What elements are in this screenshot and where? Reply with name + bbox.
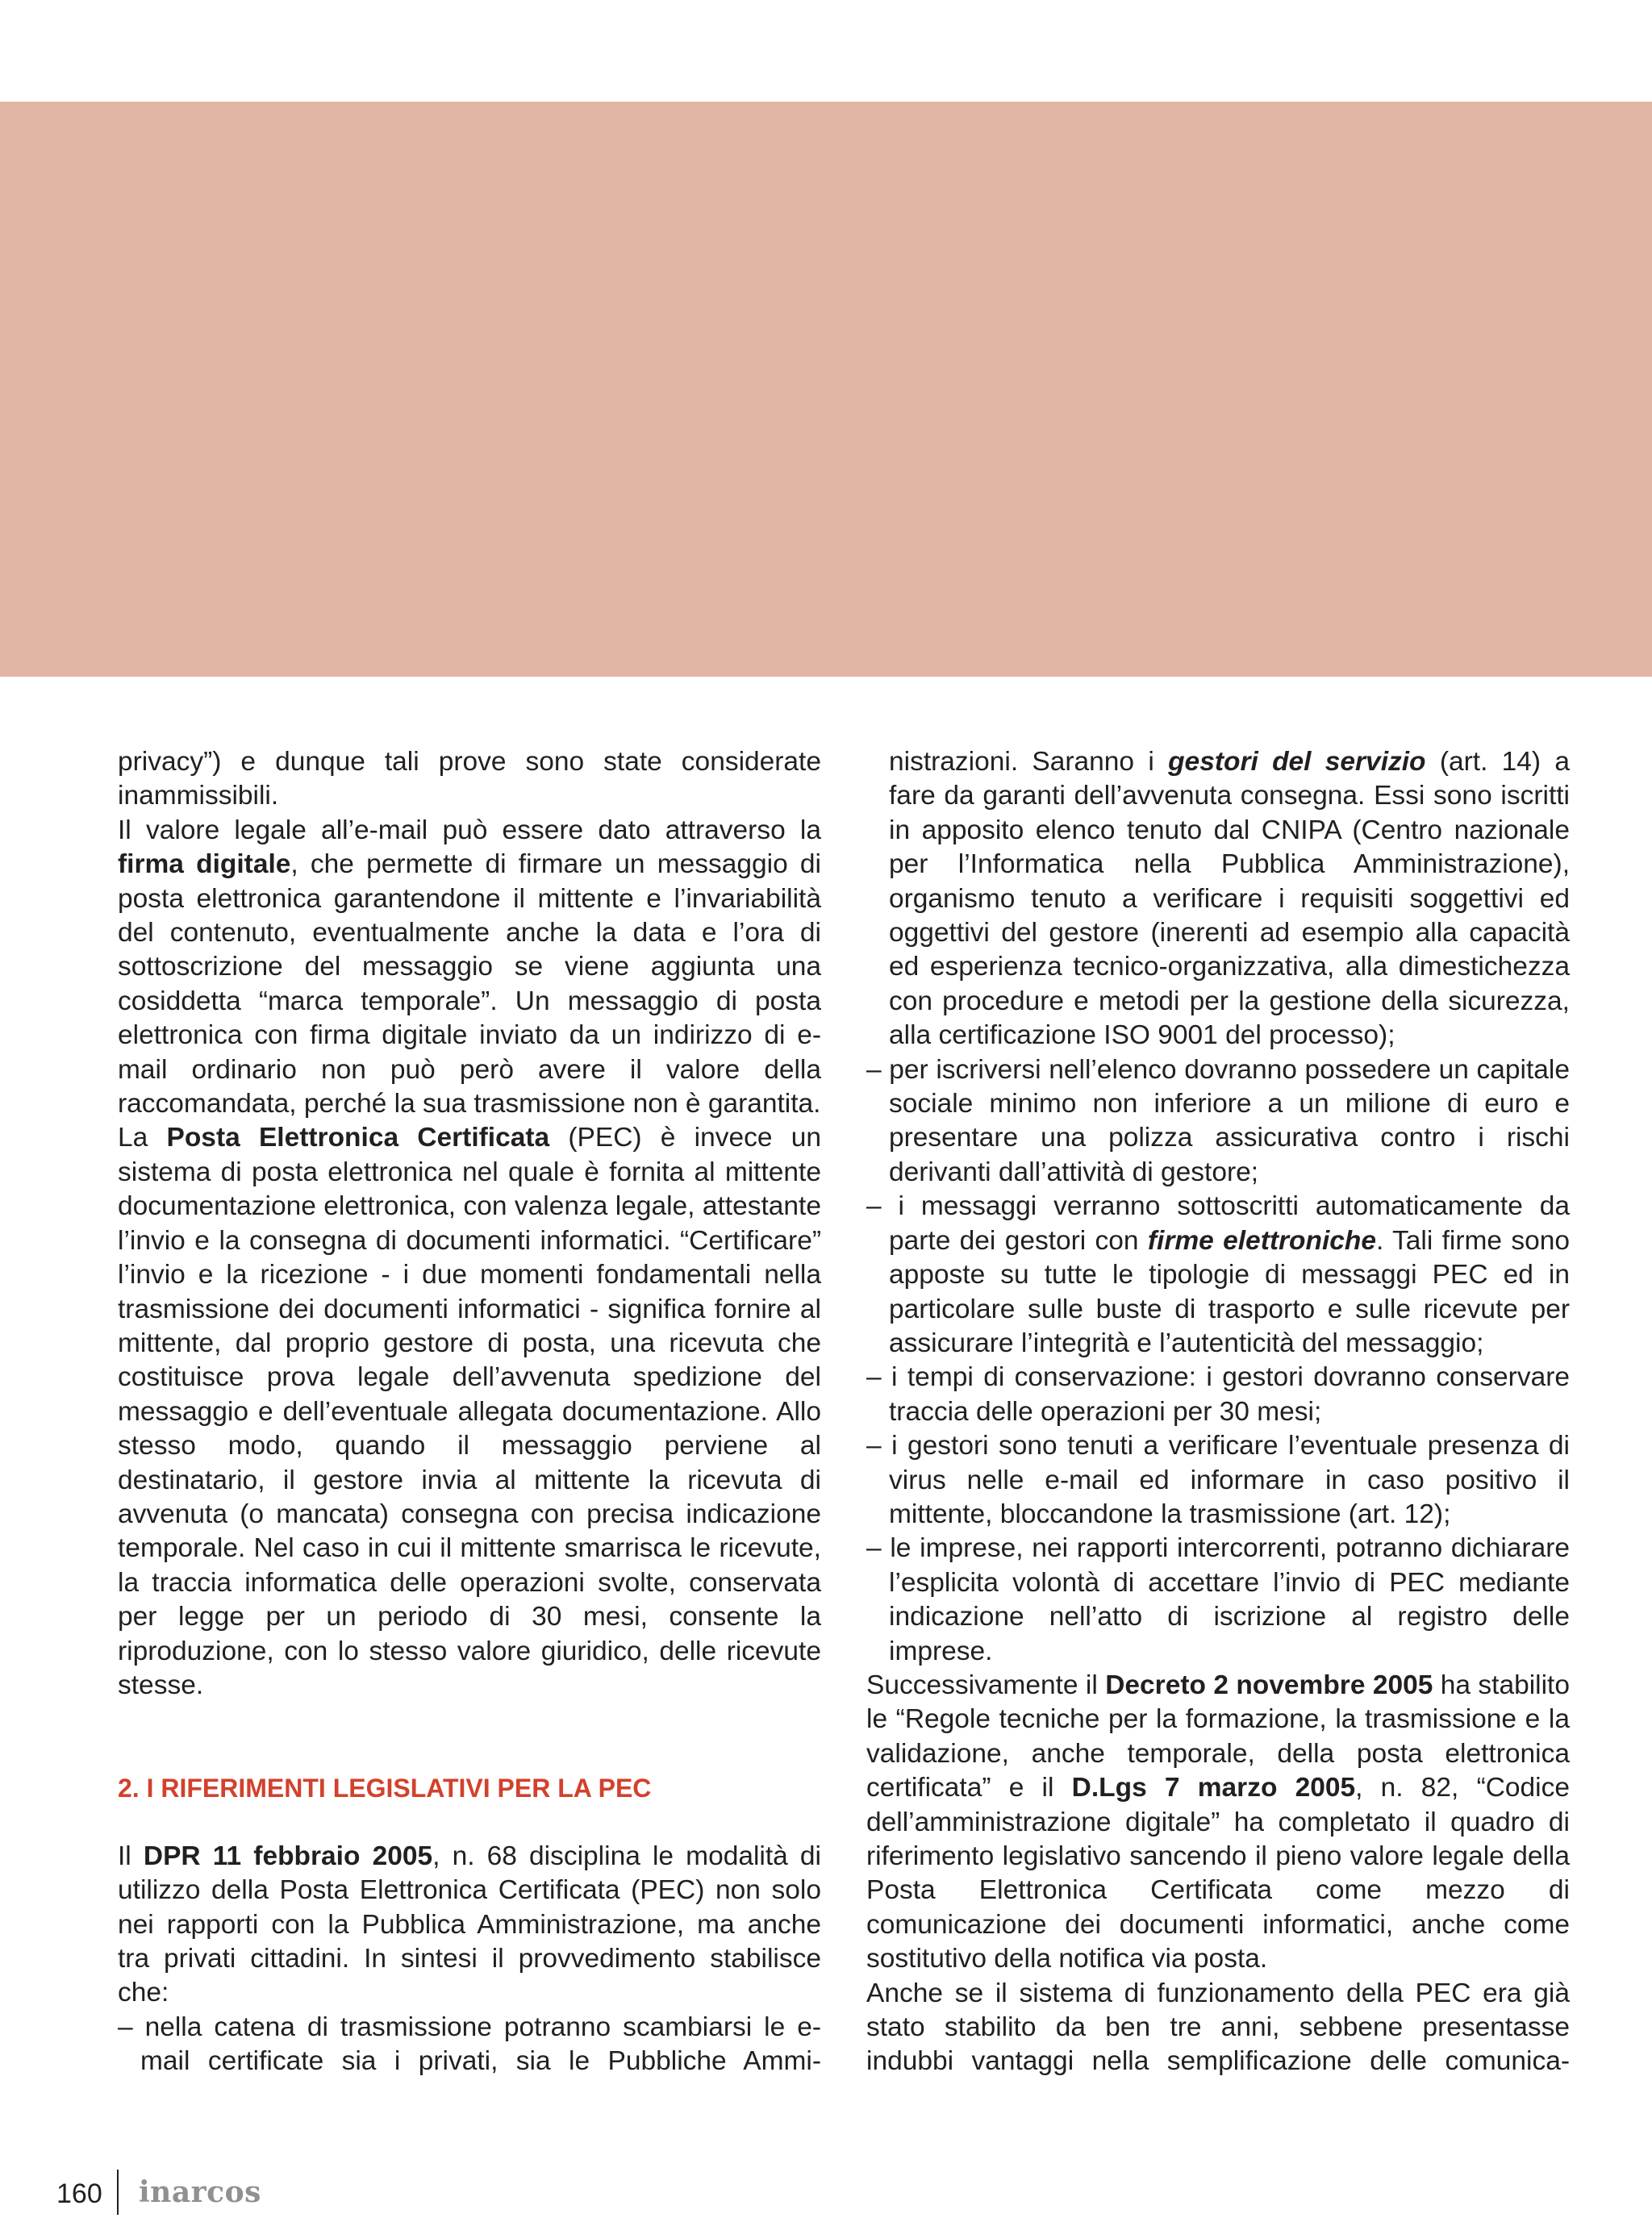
paragraph: La Posta Elettronica Certificata (PEC) è invece un sistema di posta elettronica nel quale è fornita al mittente documentazione elettronica, con valenza legale, attestante l’invio e la consegna di documenti informatici. “Certificare” l’invio e la ricezione - i due momenti fondamentali nella trasmissione dei documenti informatici - significa fornire al mittente, dal proprio gestore di posta, una ricevuta che costituisce prova legale dell’avvenuta spedizione del messaggio e dell’eventuale allegata documentazione. Allo stesso modo, quando il messaggio perviene al destinatario, il gestore invia al mittente la ricevuta di avvenuta (o mancata) consegna con precisa indicazione temporale. Nel caso in cui il mittente smarrisca le ricevute, la traccia informatica delle operazioni svolte, conservata per legge per un periodo di 30 mesi, consente la riproduzione, con lo stesso valore giuridico, delle ricevute stesse. xyxy=(118,1123,821,1700)
bold-term: Posta Elettronica Certificata xyxy=(166,1123,550,1153)
list-item: – per iscriversi nell’elenco dovranno possedere un capitale sociale minimo non inferiore a un milione di euro e presentare una polizza assicurativa contro i rischi derivanti dall’attività di gestore; xyxy=(866,1054,1570,1187)
bold-term: DPR 11 febbraio 2005 xyxy=(143,1841,433,1871)
bold-italic-term: gestori del servizio xyxy=(1168,747,1426,777)
paragraph: Anche se il sistema di funzionamento della PEC era già stato stabilito da ben tre anni, sebbene presentasse indubbi vantaggi nella semplificazione delle comunica- xyxy=(866,1978,1570,2077)
list-item: – nella catena di trasmissione potranno scambiarsi le e-mail certificate sia i privati, sia le Pubbliche Ammi- xyxy=(118,2012,821,2077)
section-heading: 2. I RIFERIMENTI LEGISLATIVI PER LA PEC xyxy=(118,1774,652,1803)
list-item: – i tempi di conservazione: i gestori dovranno conservare traccia delle operazioni per 30 mesi; xyxy=(866,1362,1570,1427)
paragraph: privacy”) e dunque tali prove sono state considerate inammissibili. xyxy=(118,747,821,811)
paragraph: Il DPR 11 febbraio 2005, n. 68 disciplina le modalità di utilizzo della Posta Elettronica Certificata (PEC) non solo nei rapporti con la Pubblica Amministrazione, ma anche tra privati cittadini. In sintesi il provvedimento stabilisce che: xyxy=(118,1841,822,2008)
header-color-band xyxy=(0,102,1652,677)
list-item: – i messaggi verranno sottoscritti automaticamente da parte dei gestori con firme elettroniche. Tali firme sono apposte su tutte le tipologie di messaggi PEC ed in particolare sulle buste di trasporto e sulle ricevute per assicurare l’integrità e l’autenticità del messaggio; xyxy=(866,1191,1570,1358)
bold-term: firma digitale xyxy=(118,849,291,880)
right-column xyxy=(866,745,1570,2079)
footer-divider xyxy=(117,2170,119,2215)
paragraph: Il valore legale all’e-mail può essere dato attraverso la firma digitale, che permette di firmare un messaggio di posta elettronica garantendone il mittente e l’invariabilità del contenuto, eventualmente anche la data e l’ora di sottoscrizione del messaggio se viene aggiunta una cosiddetta “marca temporale”. Un messaggio di posta elettronica con firma digitale inviato da un indirizzo di e-mail ordinario non può però avere il valore della raccomandata, perché la sua trasmissione non è garantita. xyxy=(118,815,821,1119)
bold-term: Decreto 2 novembre 2005 xyxy=(1105,1670,1433,1700)
list-item: – le imprese, nei rapporti intercorrenti, potranno dichiarare l’esplicita volontà di accettare l’invio di PEC mediante indicazione nell’atto di iscrizione al registro delle imprese. xyxy=(866,1533,1570,1666)
list-item: – i gestori sono tenuti a verificare l’eventuale presenza di virus nelle e-mail ed informare in caso positivo il mittente, bloccandone la trasmissione (art. 12); xyxy=(866,1431,1570,1529)
list-item: nistrazioni. Saranno i gestori del servizio (art. 14) a fare da garanti dell’avvenuta consegna. Essi sono iscritti in apposito elenco tenuto dal CNIPA (Centro nazionale per l’Informatica nella Pubblica Amministrazione), organismo tenuto a verificare i requisiti soggettivi ed oggettivi del gestore (inerenti ad esempio alla capacità ed esperienza tecnico-organizzativa, alla dimestichezza con procedure e metodi per la gestione della sicurezza, alla certificazione ISO 9001 del processo); xyxy=(889,747,1571,1051)
left-column xyxy=(118,745,821,2079)
brand-logo: inarcos xyxy=(139,2175,261,2209)
paragraph: Successivamente il Decreto 2 novembre 2005 ha stabilito le “Regole tecniche per la formazione, la trasmissione e la validazione, anche temporale, della posta elettronica certificata” e il D.Lgs 7 marzo 2005, n. 82, “Codice dell’amministrazione digitale” ha completato il quadro di riferimento legislativo sancendo il pieno valore legale della Posta Elettronica Certificata come mezzo di comunicazione dei documenti informatici, anche come sostitutivo della notifica via posta. xyxy=(866,1670,1571,1974)
page-number: 160 xyxy=(56,2178,102,2209)
bold-term: D.Lgs 7 marzo 2005 xyxy=(1071,1773,1356,1803)
bold-italic-term: firme elettroniche xyxy=(1147,1225,1376,1256)
